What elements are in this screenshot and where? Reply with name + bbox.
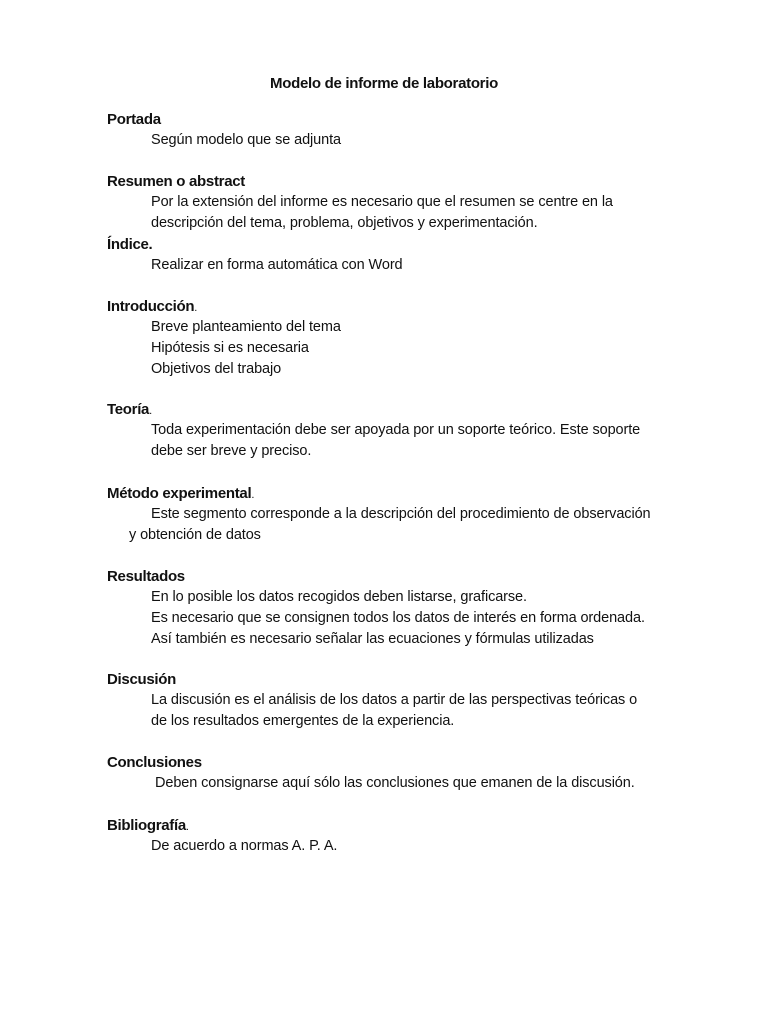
- section-heading: [107, 399, 707, 420]
- section-line: Es necesario que se consignen todos los datos de interés en forma ordenada.: [151, 610, 645, 626]
- section-heading-text: Bibliografía: [107, 817, 186, 834]
- section-portada: [107, 109, 707, 151]
- section-metodo: [107, 483, 707, 546]
- section-conclusiones: [107, 752, 707, 794]
- section-heading-suffix: .: [149, 405, 152, 417]
- section-heading-suffix: .: [185, 821, 189, 833]
- section-line: debe ser breve y preciso.: [151, 443, 312, 459]
- section-line: Objetivos del trabajo: [151, 361, 282, 377]
- section-line: de los resultados emergentes de la experiencia.: [151, 713, 455, 729]
- section-teoria: [107, 399, 707, 462]
- section-line: Hipótesis si es necesaria: [151, 340, 309, 356]
- section-line: Así también es necesario señalar las ecuaciones y fórmulas utilizadas: [151, 631, 594, 647]
- section-heading-suffix: .: [251, 489, 255, 501]
- section-heading-text: Resumen o abstract: [107, 173, 245, 190]
- section-line: Este segmento corresponde a la descripción del procedimiento de observación: [151, 506, 651, 522]
- section-heading: [107, 815, 707, 836]
- section-introduccion: [107, 296, 707, 380]
- section-heading: [107, 171, 707, 192]
- section-line: y obtención de datos: [129, 527, 261, 543]
- section-line: Según modelo que se adjunta: [151, 132, 341, 148]
- section-heading-text: Índice.: [107, 236, 153, 253]
- section-heading-text: Resultados: [107, 568, 185, 585]
- section-discusion: [107, 669, 707, 732]
- section-heading: [107, 483, 707, 504]
- section-heading-text: Teoría: [107, 401, 150, 418]
- section-indice: [107, 234, 707, 276]
- section-heading-text: Portada: [107, 111, 161, 128]
- section-heading-suffix: .: [194, 302, 197, 314]
- section-line: De acuerdo a normas A. P. A.: [151, 838, 338, 854]
- section-heading-text: Introducción: [107, 298, 195, 315]
- section-heading: [107, 296, 707, 317]
- section-heading-text: Método experimental: [107, 485, 252, 502]
- section-heading-text: Conclusiones: [107, 754, 202, 771]
- section-heading: [107, 752, 707, 773]
- section-line: Por la extensión del informe es necesario que el resumen se centre en la: [151, 194, 613, 210]
- section-heading: [107, 566, 707, 587]
- section-line: La discusión es el análisis de los datos a partir de las perspectivas teóricas o: [151, 692, 638, 708]
- section-heading: [107, 109, 707, 130]
- section-resultados: [107, 566, 707, 650]
- section-resumen: [107, 171, 707, 234]
- section-heading-text: Discusión: [107, 671, 176, 688]
- section-heading: [107, 234, 707, 255]
- section-line: Deben consignarse aquí sólo las conclusiones que emanen de la discusión.: [155, 775, 635, 791]
- section-heading: [107, 669, 707, 690]
- section-line: descripción del tema, problema, objetivos y experimentación.: [151, 215, 538, 231]
- section-line: Toda experimentación debe ser apoyada por un soporte teórico. Este soporte: [151, 422, 641, 438]
- section-line: Breve planteamiento del tema: [151, 319, 341, 335]
- document-title: Modelo de informe de laboratorio: [270, 75, 498, 92]
- section-bibliografia: [107, 815, 707, 857]
- section-line: Realizar en forma automática con Word: [151, 257, 403, 273]
- section-line: En lo posible los datos recogidos deben listarse, graficarse.: [151, 589, 527, 605]
